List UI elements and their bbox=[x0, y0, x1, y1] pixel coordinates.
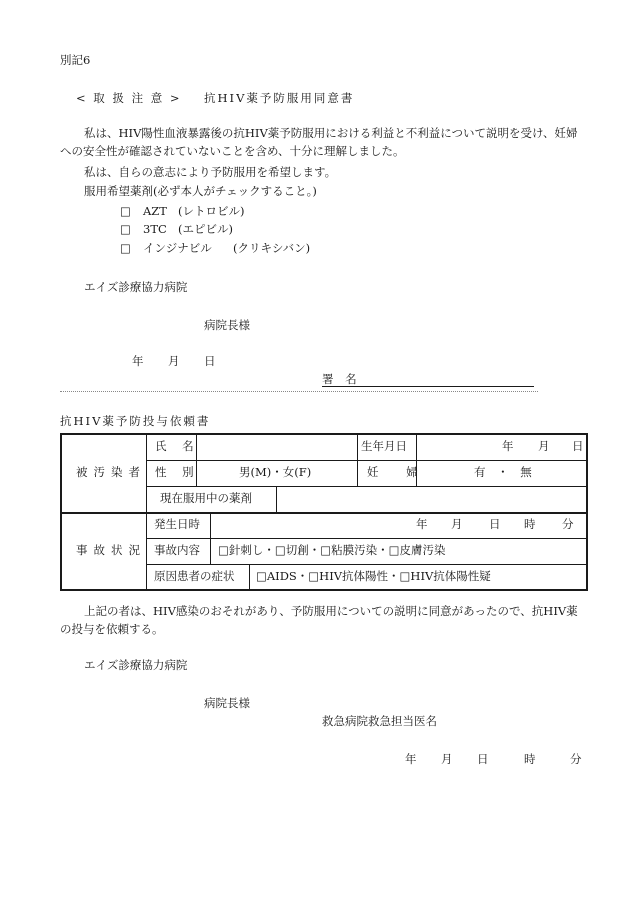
footer-month: 月 bbox=[441, 752, 453, 766]
victim-section-label: 被汚染者 bbox=[76, 465, 146, 479]
occ-day: 日 bbox=[489, 517, 501, 531]
drug-name: 3TC bbox=[143, 222, 167, 236]
drug-alias: (クリキシバン) bbox=[233, 241, 311, 255]
col-divider bbox=[210, 512, 211, 564]
birthdate-label: 生年月日 bbox=[361, 439, 407, 453]
col-divider bbox=[146, 435, 147, 589]
occ-hour: 時 bbox=[524, 517, 536, 531]
occ-minute: 分 bbox=[562, 517, 574, 531]
date-day: 日 bbox=[204, 354, 216, 368]
row-divider bbox=[146, 564, 586, 565]
pregnancy-options[interactable]: 有 ・ 無 bbox=[474, 465, 536, 479]
row-divider bbox=[146, 460, 586, 461]
accident-section-label: 事故状況 bbox=[76, 543, 146, 557]
date-year: 年 bbox=[132, 354, 144, 368]
occurrence-label: 発生日時 bbox=[154, 517, 200, 531]
drug-name: インジナビル bbox=[143, 241, 212, 255]
drug-checkbox[interactable]: □ bbox=[120, 204, 131, 218]
drug-checkbox[interactable]: □ bbox=[120, 241, 131, 255]
cut-line bbox=[60, 391, 538, 392]
hospital-name-2: エイズ診療協力病院 bbox=[84, 658, 188, 672]
birth-month: 月 bbox=[538, 439, 550, 453]
appendix-label: 別記6 bbox=[60, 53, 91, 67]
request-table bbox=[60, 433, 588, 591]
director-label: 病院長様 bbox=[204, 318, 250, 332]
name-label: 氏 名 bbox=[155, 439, 200, 453]
drug-checkbox[interactable]: □ bbox=[120, 222, 131, 236]
col-divider bbox=[249, 564, 250, 591]
director-label-2: 病院長様 bbox=[204, 696, 250, 710]
footer-hour: 時 bbox=[524, 752, 536, 766]
drug-alias: (エピビル) bbox=[178, 222, 233, 236]
source-symptom-label: 原因患者の症状 bbox=[154, 569, 235, 583]
source-symptom-options[interactable]: □AIDS・□HIV抗体陽性・□HIV抗体陽性疑 bbox=[256, 569, 491, 583]
current-medication-field[interactable] bbox=[280, 489, 582, 509]
consent-paragraph-2: 私は、自らの意志により予防服用を希望します。 bbox=[84, 165, 337, 179]
date-month: 月 bbox=[168, 354, 180, 368]
request-paragraph: 上記の者は、HIV感染のおそれがあり、予防服用についての説明に同意があったので、抗HIV薬の投与を依頼する。 bbox=[60, 604, 578, 636]
row-divider bbox=[146, 538, 586, 539]
col-divider bbox=[357, 435, 358, 486]
birth-year: 年 bbox=[502, 439, 514, 453]
row-divider bbox=[146, 486, 586, 487]
signature-label: 署 名 bbox=[322, 372, 361, 386]
sex-options[interactable]: 男(M)・女(F) bbox=[239, 465, 312, 479]
drug-name: AZT bbox=[143, 204, 167, 218]
hospital-name: エイズ診療協力病院 bbox=[84, 280, 188, 294]
col-divider bbox=[276, 486, 277, 512]
caution-label: < 取 扱 注 意 > bbox=[76, 91, 182, 105]
occ-year: 年 bbox=[416, 517, 428, 531]
accident-content-options[interactable]: □針刺し・□切創・□粘膜汚染・□皮膚汚染 bbox=[218, 543, 446, 557]
footer-year: 年 bbox=[405, 752, 417, 766]
emergency-doctor-label: 救急病院救急担当医名 bbox=[322, 714, 437, 728]
name-field[interactable] bbox=[200, 438, 354, 458]
drug-selection-label: 服用希望薬剤(必ず本人がチェックすること。) bbox=[84, 184, 317, 198]
signature-line[interactable] bbox=[322, 386, 534, 387]
birth-day: 日 bbox=[572, 439, 584, 453]
sex-label: 性 別 bbox=[155, 465, 200, 479]
consent-title: 抗HIV薬予防服用同意書 bbox=[204, 91, 355, 105]
drug-alias: (レトロビル) bbox=[178, 204, 245, 218]
section-divider bbox=[62, 512, 586, 514]
accident-content-label: 事故内容 bbox=[154, 543, 200, 557]
footer-minute: 分 bbox=[570, 752, 582, 766]
consent-paragraph-1: 私は、HIV陽性血液暴露後の抗HIV薬予防服用における利益と不利益について説明を受け、妊婦への安全性が確認されていないことを含め、十分に理解しました。 bbox=[60, 126, 578, 158]
footer-day: 日 bbox=[477, 752, 489, 766]
pregnancy-label: 妊 婦 bbox=[367, 465, 430, 479]
current-medication-label: 現在服用中の薬剤 bbox=[160, 491, 252, 505]
request-title: 抗HIV薬予防投与依頼書 bbox=[60, 414, 211, 428]
occ-month: 月 bbox=[451, 517, 463, 531]
